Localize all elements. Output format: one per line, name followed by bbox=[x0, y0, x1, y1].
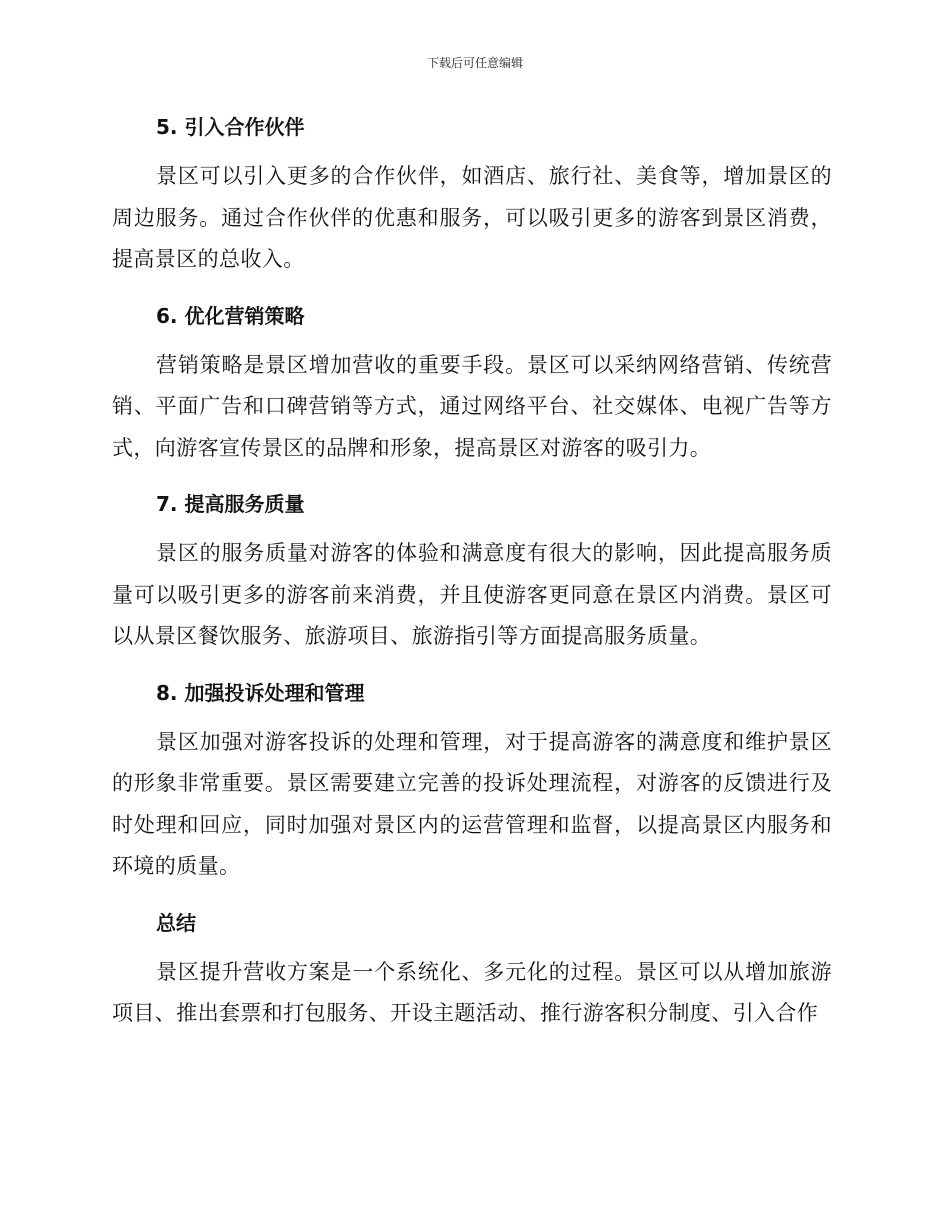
header-note: 下载后可任意编辑 bbox=[426, 56, 523, 70]
section-heading-service: 7. 提高服务质量 bbox=[156, 492, 305, 516]
section-body-service: 景区的服务质量对游客的体验和满意度有很大的影响，因此提高服务质量可以吸引更多的游客前来消费，并且使游客更同意在景区内消费。景区可以从景区餐饮服务、旅游项目、旅游指引等方面提高服务质量。 bbox=[112, 541, 832, 648]
section-body-marketing: 营销策略是景区增加营收的重要手段。景区可以采纳网络营销、传统营销、平面广告和口碑营销等方式，通过网络平台、社交媒体、电视广告等方式，向游客宣传景区的品牌和形象，提高景区对游客的吸引力。 bbox=[112, 352, 832, 460]
section-heading-summary: 总结 bbox=[156, 910, 196, 935]
section-heading-complaints: 8. 加强投诉处理和管理 bbox=[156, 680, 365, 705]
section-body-complaints: 景区加强对游客投诉的处理和管理，对于提高游客的满意度和维护景区的形象非常重要。景区需要建立完善的投诉处理流程，对游客的反馈进行及时处理和回应，同时加强对景区内的运营管理和监督，以提高景区内服务和环境的质量。 bbox=[112, 729, 832, 878]
section-body-partners: 景区可以引入更多的合作伙伴，如酒店、旅行社、美食等，增加景区的周边服务。通过合作伙伴的优惠和服务，可以吸引更多的游客到景区消费，提高景区的总收入。 bbox=[112, 164, 832, 271]
section-body-summary: 景区提升营收方案是一个系统化、多元化的过程。景区可以从增加旅游项目、推出套票和打包服务、开设主题活动、推行游客积分制度、引入合作 bbox=[112, 959, 832, 1025]
section-heading-marketing: 6. 优化营销策略 bbox=[156, 303, 305, 328]
section-heading-partners: 5. 引入合作伙伴 bbox=[156, 115, 305, 139]
document-body bbox=[112, 106, 832, 1049]
